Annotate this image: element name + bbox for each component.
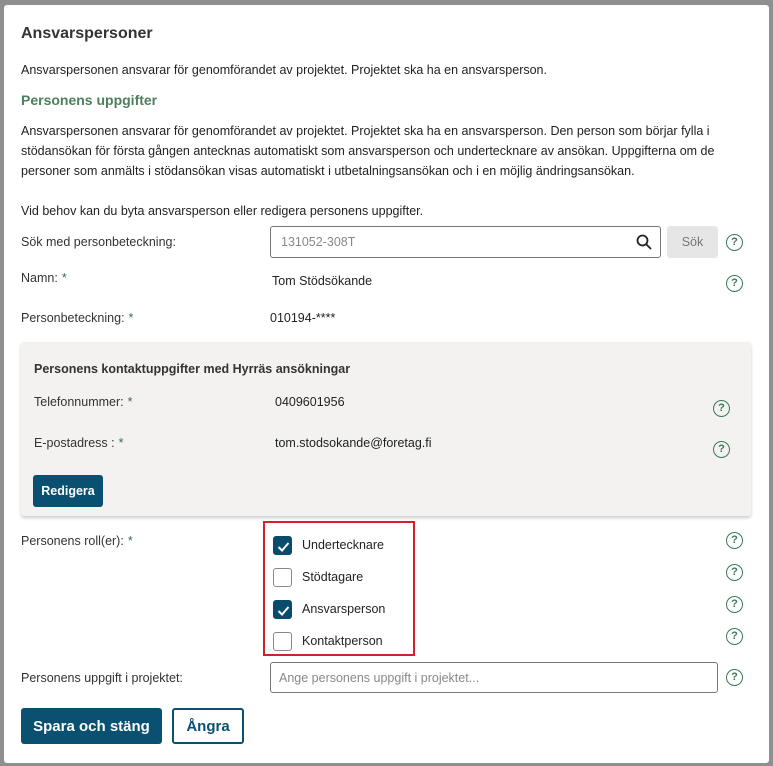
check-icon	[277, 540, 290, 553]
search-field[interactable]	[270, 226, 661, 258]
search-icon[interactable]	[636, 234, 652, 250]
section-title: Personens uppgifter	[21, 92, 158, 108]
phone-value: 0409601956	[275, 395, 345, 409]
dialog-title: Ansvarspersoner	[21, 25, 153, 42]
role-checkbox-stodtagare[interactable]: Stödtagare	[273, 566, 363, 588]
checkbox-unchecked[interactable]	[273, 568, 292, 587]
role-checkbox-kontaktperson[interactable]: Kontaktperson	[273, 630, 383, 652]
required-marker: *	[61, 271, 67, 285]
required-marker: *	[128, 311, 134, 325]
checkbox-checked[interactable]	[273, 536, 292, 555]
task-input[interactable]	[270, 662, 718, 693]
roles-label: Personens roll(er): *	[21, 534, 133, 548]
help-icon[interactable]: ?	[726, 275, 743, 292]
search-label: Sök med personbeteckning:	[21, 235, 176, 249]
save-and-close-button[interactable]: Spara och stäng	[21, 708, 162, 744]
intro-text: Ansvarspersonen ansvarar för genomförandet av projektet. Projektet ska ha en ansvarsperson.	[21, 63, 547, 77]
undo-button[interactable]: Ångra	[172, 708, 244, 744]
check-icon	[277, 604, 290, 617]
contact-panel-title: Personens kontaktuppgifter med Hyrräs ansökningar	[34, 362, 351, 376]
ansvarspersoner-dialog	[4, 5, 769, 763]
help-icon[interactable]: ?	[726, 564, 743, 581]
help-icon[interactable]: ?	[713, 400, 730, 417]
email-value: tom.stodsokande@foretag.fi	[275, 436, 432, 450]
task-label: Personens uppgift i projektet:	[21, 671, 183, 685]
description-text: Ansvarspersonen ansvarar för genomförandet av projektet. Projektet ska ha en ansvarsperson. Den person som börjar fylla i stödansökan för första gången antecknas automatiskt som ansvarsperson och undertecknare av ansökan. Uppgifterna om de personer som anmälts i stödansökan visas automatiskt i utbetalningsansökan och i en möjlig ändringsansökan.	[21, 124, 715, 178]
help-icon[interactable]: ?	[726, 596, 743, 613]
edit-button[interactable]: Redigera	[33, 475, 103, 507]
role-checkbox-undertecknare[interactable]: Undertecknare	[273, 534, 384, 556]
help-icon[interactable]: ?	[713, 441, 730, 458]
help-icon[interactable]: ?	[726, 532, 743, 549]
contact-info-panel	[21, 342, 751, 516]
personal-id-label: Personbeteckning: *	[21, 311, 134, 325]
personal-id-value: 010194-****	[270, 311, 336, 325]
help-icon[interactable]: ?	[726, 669, 743, 686]
required-marker: *	[127, 395, 133, 409]
checkbox-checked[interactable]	[273, 600, 292, 619]
checkbox-unchecked[interactable]	[273, 632, 292, 651]
description-text-2: Vid behov kan du byta ansvarsperson eller redigera personens uppgifter.	[21, 204, 424, 218]
search-input[interactable]	[279, 233, 619, 251]
phone-label: Telefonnummer: *	[34, 395, 133, 409]
required-marker: *	[127, 534, 133, 548]
name-label: Namn: *	[21, 271, 67, 285]
help-icon[interactable]: ?	[726, 628, 743, 645]
search-button[interactable]: Sök	[667, 226, 718, 258]
help-icon[interactable]: ?	[726, 234, 743, 251]
roles-highlight-box	[263, 521, 415, 656]
required-marker: *	[118, 436, 124, 450]
role-checkbox-ansvarsperson[interactable]: Ansvarsperson	[273, 598, 385, 620]
email-label: E-postadress : *	[34, 436, 124, 450]
name-value: Tom Stödsökande	[272, 274, 373, 288]
